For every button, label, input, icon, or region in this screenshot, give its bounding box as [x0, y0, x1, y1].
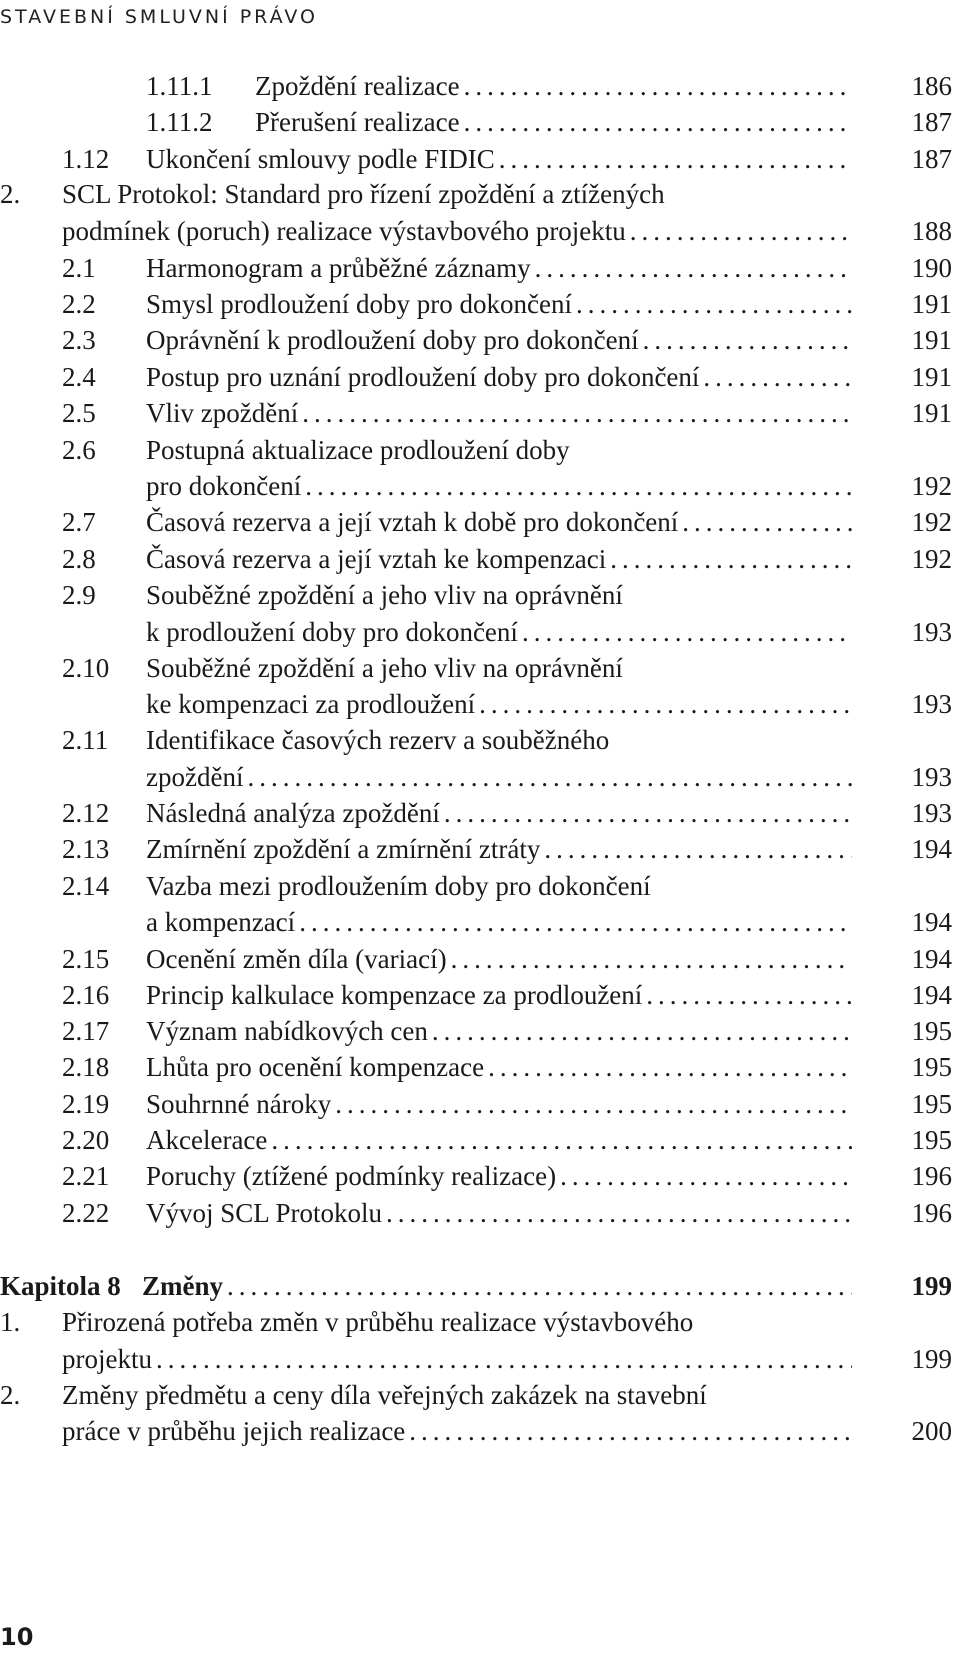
toc-entry-title: Princip kalkulace kompenzace za prodloužení — [146, 980, 643, 1010]
toc-entry-title: Změny předmětu a ceny díla veřejných zakázek na stavební — [62, 1380, 707, 1410]
toc-entry-title: Akcelerace — [146, 1125, 268, 1155]
toc-entry-title: Oprávnění k prodloužení doby pro dokončení — [146, 325, 639, 355]
toc-entry-number: 2.18 — [62, 1052, 110, 1082]
toc-entry-page: 193 — [911, 617, 952, 647]
toc-entry — [0, 941, 960, 977]
dot-leader — [680, 504, 852, 540]
toc-entry — [0, 541, 960, 577]
dot-leader — [300, 395, 852, 431]
toc-entry-number: 2.11 — [62, 725, 109, 755]
toc-entry-title: práce v průběhu jejich realizace — [62, 1416, 406, 1446]
dot-leader — [462, 68, 852, 104]
toc-entry — [0, 868, 960, 904]
toc-entry-page: 195 — [911, 1089, 952, 1119]
toc-entry — [0, 1304, 960, 1340]
toc-entry — [0, 432, 960, 468]
toc-entry-page: 191 — [911, 289, 952, 319]
toc-entry-title: Harmonogram a průběžné záznamy — [146, 253, 531, 283]
dot-leader — [297, 904, 852, 940]
toc-entry-number: 1.11.1 — [146, 71, 213, 101]
toc-entry-number: 2.13 — [62, 834, 110, 864]
toc-entry-title: a kompenzací — [146, 907, 296, 937]
toc-entry — [0, 1158, 960, 1194]
toc-entry-title: Vazba mezi prodloužením doby pro dokončení — [146, 871, 651, 901]
toc-entry-number: 2.5 — [62, 398, 96, 428]
toc-entry-page: 200 — [911, 1416, 952, 1446]
toc-entry — [0, 250, 960, 286]
toc-entry — [0, 286, 960, 322]
dot-leader — [449, 941, 852, 977]
toc-entry-title: podmínek (poruch) realizace výstavbového projektu — [62, 216, 626, 246]
toc-entry-number: 2.16 — [62, 980, 110, 1010]
dot-leader — [303, 468, 852, 504]
toc-entry-title: Poruchy (ztížené podmínky realizace) — [146, 1161, 557, 1191]
dot-leader — [608, 541, 852, 577]
toc-entry-number: 2.22 — [62, 1198, 110, 1228]
toc-entry — [0, 1268, 960, 1304]
toc-entry-page: 194 — [911, 834, 952, 864]
dot-leader — [558, 1158, 852, 1194]
toc-entry-title: pro dokončení — [146, 471, 302, 501]
dot-leader — [154, 1341, 852, 1377]
dot-leader — [644, 977, 852, 1013]
dot-leader — [430, 1013, 852, 1049]
toc-entry-page: 192 — [911, 507, 952, 537]
toc-entry — [0, 1377, 960, 1413]
toc-entry-number: 2.2 — [62, 289, 96, 319]
toc-entry-page: 193 — [911, 689, 952, 719]
toc-entry-number: 2.17 — [62, 1016, 110, 1046]
toc-entry-title: Význam nabídkových cen — [146, 1016, 428, 1046]
dot-leader — [486, 1049, 852, 1085]
toc-entry-page: 188 — [911, 216, 952, 246]
toc-entry — [0, 1086, 960, 1122]
toc-entry-title: Časová rezerva a její vztah k době pro dokončení — [146, 507, 679, 537]
toc-entry-page: 199 — [911, 1344, 952, 1374]
toc-entry-title: Postup pro uznání prodloužení doby pro dokončení — [146, 362, 700, 392]
toc-entry-number: 2.8 — [62, 544, 96, 574]
toc-entry-title: ke kompenzaci za prodloužení — [146, 689, 476, 719]
toc-entry-number: 2. — [0, 179, 21, 209]
toc-entry-title: zpoždění — [146, 762, 244, 792]
dot-leader — [641, 322, 852, 358]
toc-entry-number: Kapitola 8 — [0, 1271, 121, 1301]
toc-entry-page: 196 — [911, 1198, 952, 1228]
toc-entry-title: SCL Protokol: Standard pro řízení zpoždění a ztížených — [62, 179, 665, 209]
toc-entry-number: 2.10 — [62, 653, 110, 683]
toc-entry — [0, 650, 960, 686]
toc-entry — [0, 395, 960, 431]
toc-entry-title: Časová rezerva a její vztah ke kompenzaci — [146, 544, 607, 574]
toc-entry-page: 187 — [911, 107, 952, 137]
toc-entry-title: Postupná aktualizace prodloužení doby — [146, 435, 570, 465]
dot-leader — [225, 1268, 852, 1304]
toc-entry-title: Vliv zpoždění — [146, 398, 299, 428]
toc-entry-page: 194 — [911, 980, 952, 1010]
toc-entry-page: 199 — [911, 1271, 952, 1301]
running-head: STAVEBNÍ SMLUVNÍ PRÁVO — [0, 6, 319, 28]
toc-entry-page: 190 — [911, 253, 952, 283]
toc-entry-page: 195 — [911, 1016, 952, 1046]
toc-entry — [0, 359, 960, 395]
toc-entry-title: Ukončení smlouvy podle FIDIC — [146, 144, 495, 174]
toc-entry — [0, 831, 960, 867]
toc-entry — [0, 686, 960, 722]
toc-entry-number: 2.4 — [62, 362, 96, 392]
dot-leader — [497, 141, 852, 177]
toc-entry-title: Přerušení realizace — [255, 107, 460, 137]
toc-entry-title: Lhůta pro ocenění kompenzace — [146, 1052, 485, 1082]
dot-leader — [442, 795, 852, 831]
toc-entry-number: 1.11.2 — [146, 107, 213, 137]
toc-entry-title: Identifikace časových rezerv a souběžného — [146, 725, 610, 755]
toc-entry-title: Smysl prodloužení doby pro dokončení — [146, 289, 572, 319]
dot-leader — [520, 614, 852, 650]
toc-entry — [0, 795, 960, 831]
toc-entry — [0, 1195, 960, 1231]
toc-entry — [0, 104, 960, 140]
toc-entry-page: 186 — [911, 71, 952, 101]
toc-entry — [0, 1413, 960, 1449]
toc-entry-title: Zpoždění realizace — [255, 71, 460, 101]
toc-entry-title: Následná analýza zpoždění — [146, 798, 440, 828]
dot-leader — [533, 250, 852, 286]
toc-entry-page: 195 — [911, 1052, 952, 1082]
toc-entry-number: 2.1 — [62, 253, 96, 283]
toc-entry-page: 187 — [911, 144, 952, 174]
toc-entry-page: 191 — [911, 362, 952, 392]
toc-entry — [0, 977, 960, 1013]
toc-entry-page: 196 — [911, 1161, 952, 1191]
toc-entry — [0, 468, 960, 504]
toc-entry-number: 1. — [0, 1307, 21, 1337]
toc-entry — [0, 577, 960, 613]
dot-leader — [407, 1413, 852, 1449]
toc-entry-page: 194 — [911, 907, 952, 937]
toc-entry-page: 191 — [911, 398, 952, 428]
toc-entry-number: 2.15 — [62, 944, 110, 974]
toc-entry — [0, 68, 960, 104]
page-number: 10 — [0, 1623, 34, 1651]
toc-entry-title: Vývoj SCL Protokolu — [146, 1198, 383, 1228]
dot-leader — [628, 213, 852, 249]
toc-entry-number: 2.19 — [62, 1089, 110, 1119]
dot-leader — [701, 359, 852, 395]
toc-entry-number: 2.6 — [62, 435, 96, 465]
dot-leader — [384, 1195, 852, 1231]
dot-leader — [477, 686, 852, 722]
toc-entry-number: 2.14 — [62, 871, 110, 901]
toc-entry — [0, 904, 960, 940]
toc-entry-number: 2.7 — [62, 507, 96, 537]
toc-entry-title: projektu — [62, 1344, 152, 1374]
toc-entry — [0, 1341, 960, 1377]
toc-entry — [0, 614, 960, 650]
toc-entry-number: 2.21 — [62, 1161, 110, 1191]
toc-entry — [0, 1122, 960, 1158]
toc-entry-number: 2.12 — [62, 798, 110, 828]
dot-leader — [245, 759, 852, 795]
toc-entry-page: 192 — [911, 471, 952, 501]
toc-entry-number: 1.12 — [62, 144, 110, 174]
toc-entry-page: 193 — [911, 762, 952, 792]
toc-entry — [0, 141, 960, 177]
toc-entry — [0, 213, 960, 249]
dot-leader — [542, 831, 852, 867]
toc-entry-page: 191 — [911, 325, 952, 355]
toc-entry — [0, 176, 960, 212]
toc-entry — [0, 759, 960, 795]
toc-entry-title: Souhrnné nároky — [146, 1089, 332, 1119]
toc-entry-title: Změny — [142, 1271, 223, 1301]
toc-entry-title: Souběžné zpoždění a jeho vliv na oprávnění — [146, 653, 623, 683]
toc-entry-title: Zmírnění zpoždění a zmírnění ztráty — [146, 834, 541, 864]
dot-leader — [574, 286, 852, 322]
toc-entry — [0, 722, 960, 758]
toc-entry-page: 195 — [911, 1125, 952, 1155]
toc-entry-title: Souběžné zpoždění a jeho vliv na oprávnění — [146, 580, 623, 610]
toc-entry-number: 2.3 — [62, 325, 96, 355]
toc-entry-page: 194 — [911, 944, 952, 974]
dot-leader — [333, 1086, 852, 1122]
toc-entry-page: 192 — [911, 544, 952, 574]
toc-entry-title: Ocenění změn díla (variací) — [146, 944, 447, 974]
dot-leader — [462, 104, 852, 140]
toc-entry — [0, 322, 960, 358]
toc-entry-title: Přirozená potřeba změn v průběhu realizace výstavbového — [62, 1307, 694, 1337]
toc-entry — [0, 504, 960, 540]
toc-entry-title: k prodloužení doby pro dokončení — [146, 617, 518, 647]
dot-leader — [269, 1122, 852, 1158]
toc-entry-page: 193 — [911, 798, 952, 828]
toc-entry — [0, 1013, 960, 1049]
toc-entry-number: 2. — [0, 1380, 21, 1410]
toc-entry-number: 2.20 — [62, 1125, 110, 1155]
toc-entry — [0, 1049, 960, 1085]
toc-entry-number: 2.9 — [62, 580, 96, 610]
